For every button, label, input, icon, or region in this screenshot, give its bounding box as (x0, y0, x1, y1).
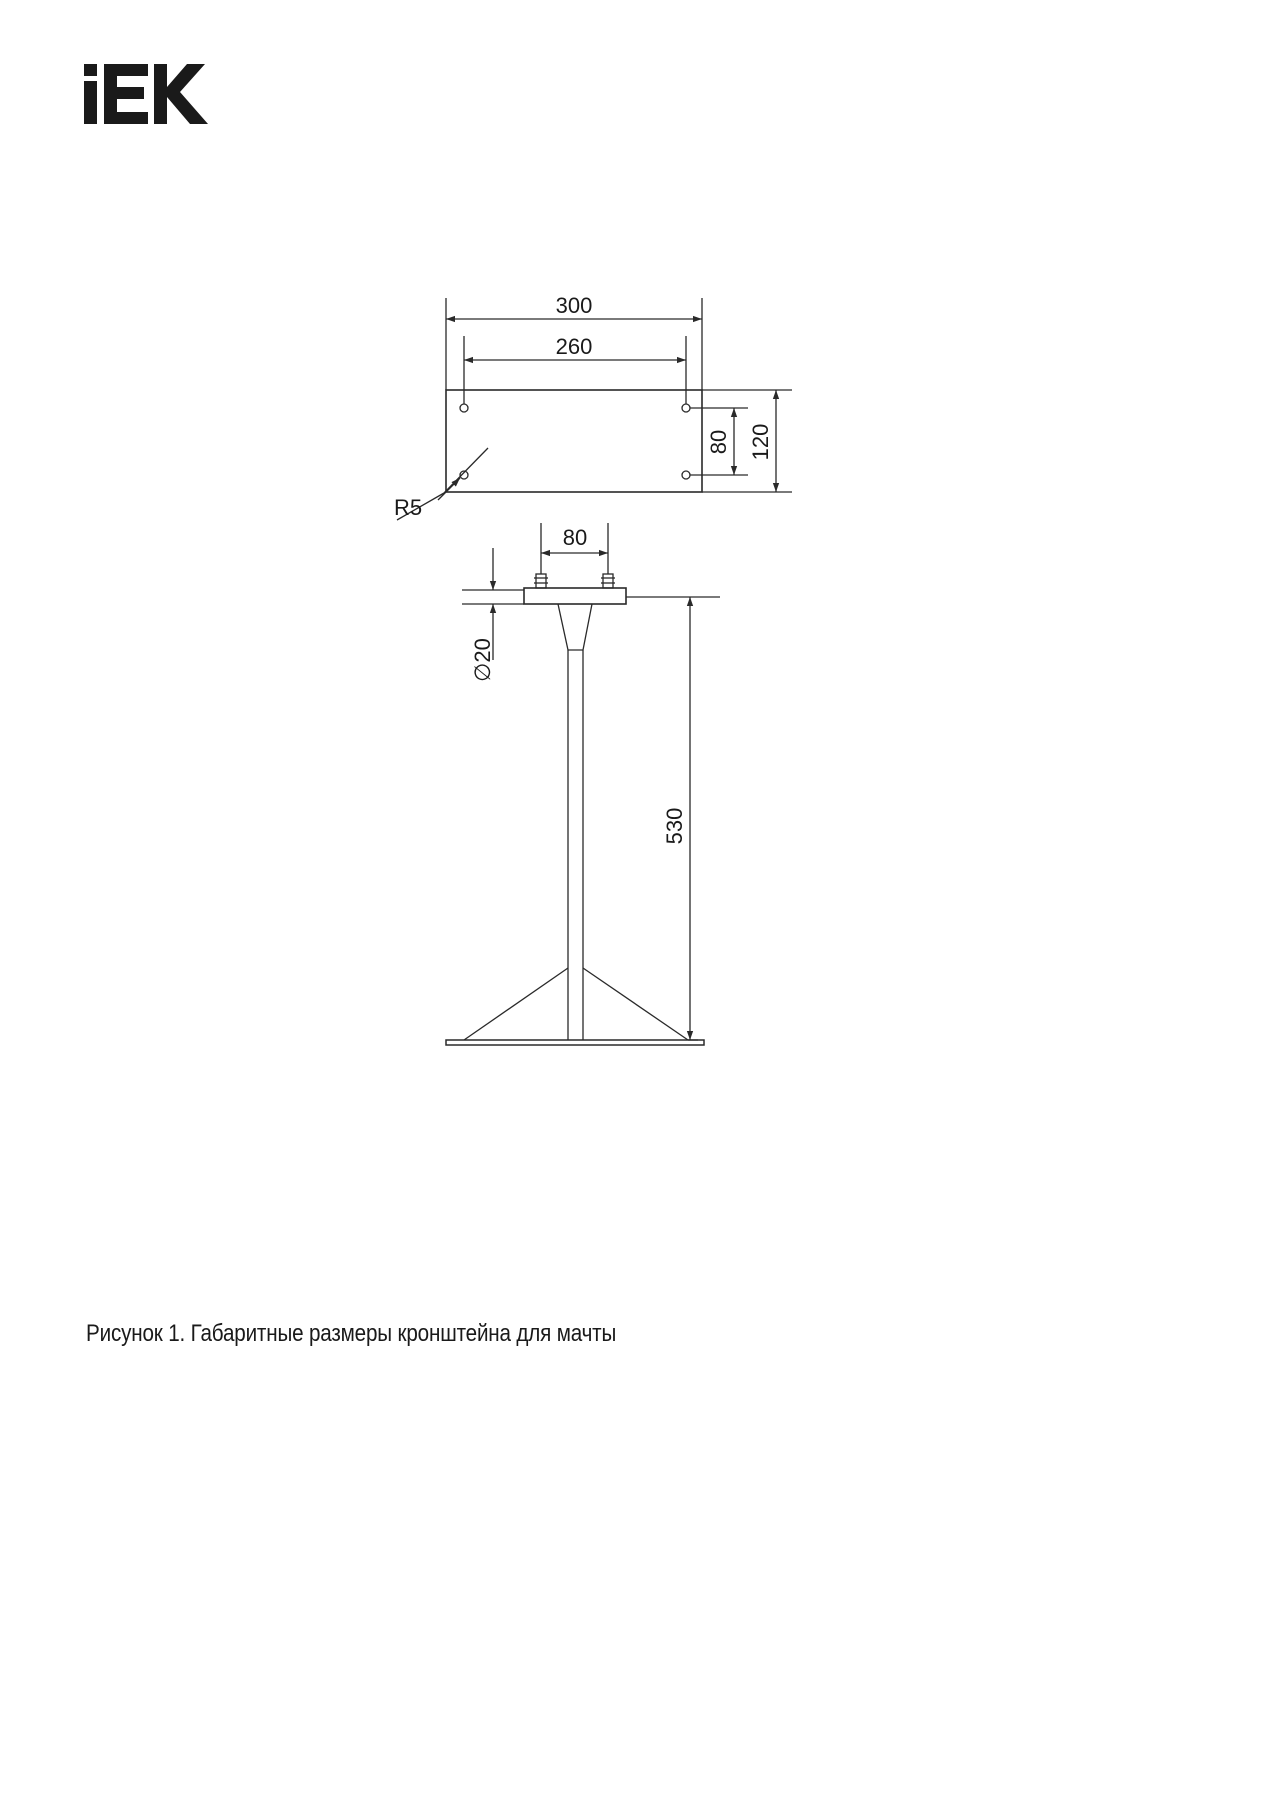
dim-text-hole-height: 80 (706, 429, 731, 455)
dim-text-height: 530 (662, 807, 687, 845)
dim-text-overall-width: 300 (555, 293, 593, 318)
bolt (603, 574, 613, 588)
top-view-plate (446, 390, 702, 492)
mounting-hole (460, 404, 468, 412)
mounting-hole (682, 404, 690, 412)
radius-leader (444, 448, 488, 493)
dim-text-corner-radius: R5 (394, 495, 423, 520)
dim-text-overall-height: 120 (748, 423, 773, 461)
mounting-hole (682, 471, 690, 479)
bolt (536, 574, 546, 588)
dim-text-diameter: ∅20 (470, 638, 495, 682)
dim-text-bolt-spacing: 80 (562, 525, 588, 550)
figure-caption: Рисунок 1. Габаритные размеры кронштейна для мачты (86, 1320, 617, 1347)
dim-text-hole-width: 260 (555, 334, 593, 359)
